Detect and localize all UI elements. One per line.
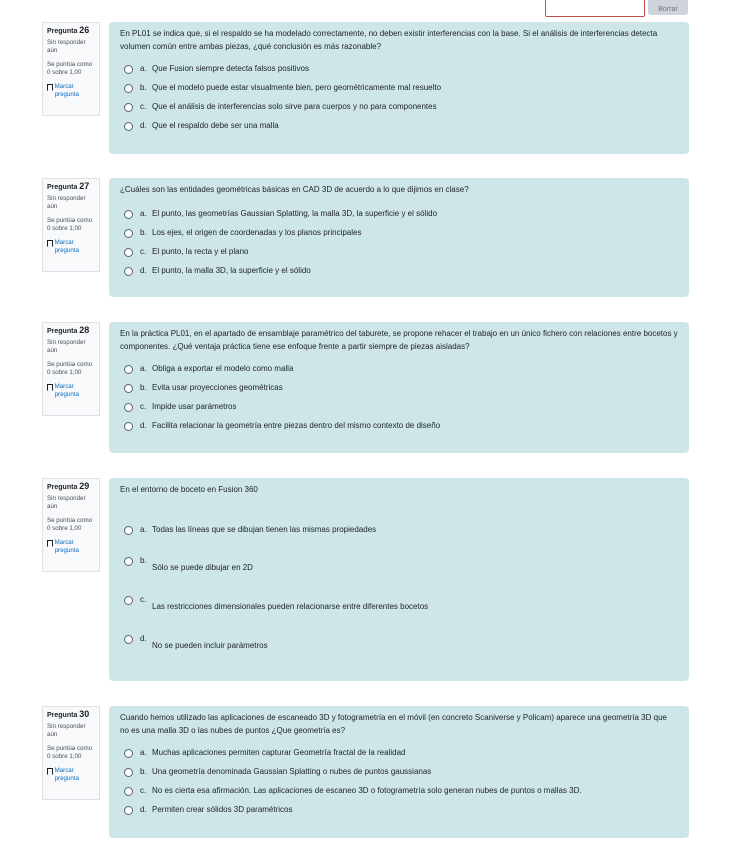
question-content [109,22,689,154]
option-letter: c. [140,247,147,256]
question-content [109,178,689,297]
question-content [109,322,689,453]
question-grade: Se puntúa como 0 sobre 1,00 [47,217,93,232]
question-number: Pregunta 29 [47,481,90,491]
answer-options [120,63,678,139]
question-state: Sin responder aún [47,39,86,54]
answer-option[interactable] [120,382,678,401]
question-content [109,478,689,681]
option-text: Que el análisis de interferencias solo sirve para cuerpos y no para componentes [152,102,437,111]
question-info [42,322,100,416]
option-text: No es cierta esa afirmación. Las aplicaciones de escaneo 3D o fotogrametría solo generan nubes de puntos o mallas 3D. [152,786,582,795]
question-grade: Se puntúa como 0 sobre 1,00 [47,745,93,760]
option-text: El punto, la malla 3D, la superficie y el sólido [152,266,311,275]
option-text: Que el respaldo debe ser una malla [152,121,279,130]
question-grade: Se puntúa como 0 sobre 1,00 [47,361,93,376]
option-text: El punto, las geometrías Gaussian Splatting, la malla 3D, la superficie y el sólido [152,209,438,218]
radio-button[interactable] [124,84,133,93]
option-text: Las restricciones dimensionales pueden relacionarse entre diferentes bocetos [152,602,429,611]
option-text: Los ejes, el origen de coordenadas y los planos principales [152,228,362,237]
question-number: Pregunta 27 [47,181,90,191]
top-bar [0,0,755,16]
option-letter: b. [140,228,147,237]
option-letter: d. [140,121,147,130]
flag-question-link[interactable] [47,767,95,783]
flag-icon [47,384,53,391]
option-letter: c. [140,786,147,795]
option-letter: c. [140,595,147,604]
flag-question-link[interactable] [47,239,95,255]
option-text: Una geometría denominada Gaussian Splatting o nubes de puntos gaussianas [152,767,432,776]
answer-option[interactable] [120,101,678,120]
flag-question-label: Marcar pregunta [54,767,79,782]
answer-option[interactable] [120,227,678,246]
question-content [109,706,689,838]
answer-option[interactable] [120,555,678,574]
radio-button[interactable] [124,65,133,74]
option-text: Que Fusion siempre detecta falsos positivos [152,64,309,73]
answer-option[interactable] [120,246,678,265]
clear-button[interactable]: Borrar [648,0,688,15]
radio-button[interactable] [124,403,133,412]
radio-button[interactable] [124,210,133,219]
option-text: Permiten crear sólidos 3D paramétricos [152,805,293,814]
option-text: Muchas aplicaciones permiten capturar Geometría fractal de la realidad [152,748,406,757]
option-letter: d. [140,421,147,430]
question-number: Pregunta 30 [47,709,90,719]
flag-question-link[interactable] [47,539,95,555]
option-letter: b. [140,83,147,92]
question-text: En PL01 se indica que, si el respaldo se ha modelado correctamente, no deben existir interferencias con la base. Si el análisis de interferencias detecta volumen común entre ambas piezas, ¿qué conclusión es más razonable? [120,29,658,51]
option-letter: d. [140,634,147,643]
option-letter: d. [140,805,147,814]
option-letter: a. [140,525,147,534]
option-text: Evita usar proyecciones geométricas [152,383,283,392]
radio-button[interactable] [124,596,133,605]
radio-button[interactable] [124,103,133,112]
option-text: El punto, la recta y el plano [152,247,249,256]
question-info [42,178,100,272]
radio-button[interactable] [124,557,133,566]
radio-button[interactable] [124,122,133,131]
answer-input[interactable] [545,0,645,17]
flag-question-label: Marcar pregunta [54,239,79,254]
flag-question-label: Marcar pregunta [54,383,79,398]
option-letter: d. [140,266,147,275]
option-letter: c. [140,102,147,111]
option-letter: a. [140,209,147,218]
flag-question-label: Marcar pregunta [54,83,79,98]
answer-option[interactable] [120,633,678,652]
question-text: ¿Cuáles son las entidades geométricas básicas en CAD 3D de acuerdo a lo que dijimos en clase? [120,185,469,194]
answer-options [120,524,678,652]
option-letter: c. [140,402,147,411]
answer-option[interactable] [120,594,678,613]
answer-option[interactable] [120,82,678,101]
answer-option[interactable] [120,63,678,82]
radio-button[interactable] [124,384,133,393]
answer-option[interactable] [120,401,678,420]
radio-button[interactable] [124,768,133,777]
flag-icon [47,540,53,547]
answer-option[interactable] [120,208,678,227]
question-text: En el entorno de boceto en Fusion 360 [120,485,258,494]
question-info [42,22,100,116]
question-state: Sin responder aún [47,723,86,738]
answer-option[interactable] [120,766,678,785]
question-text: En la práctica PL01, en el apartado de ensamblaje paramétrico del taburete, se propone rehacer el trabajo en un único fichero con relaciones entre bocetos y componentes. ¿Qué ventaja práctica tiene ese enfoque frente a partir siempre de piezas aisladas? [120,329,678,351]
option-text: Impide usar parámetros [152,402,237,411]
answer-options [120,747,678,823]
question-state: Sin responder aún [47,495,86,510]
answer-option[interactable] [120,120,678,139]
option-text: Obliga a exportar el modelo como malla [152,364,294,373]
flag-icon [47,240,53,247]
option-letter: a. [140,64,147,73]
answer-option[interactable] [120,524,678,543]
answer-option[interactable] [120,747,678,766]
answer-options [120,363,678,439]
option-letter: a. [140,748,147,757]
option-text: Facilita relacionar la geometría entre piezas dentro del mismo contexto de diseño [152,421,441,430]
radio-button[interactable] [124,248,133,257]
radio-button[interactable] [124,267,133,276]
flag-icon [47,768,53,775]
option-text: Que el modelo puede estar visualmente bien, pero geométricamente mal resuelto [152,83,442,92]
question-text: Cuando hemos utilizado las aplicaciones de escaneado 3D y fotogrametría en el móvil (en concreto Scaniverse y Policam) aparece una geometría 3D que no es una malla 3D o las nubes de puntos ¿Que geometría es? [120,713,667,735]
option-text: Sólo se puede dibujar en 2D [152,563,253,572]
answer-option[interactable] [120,420,678,439]
question-grade: Se puntúa como 0 sobre 1,00 [47,517,93,532]
option-letter: a. [140,364,147,373]
option-letter: b. [140,767,147,776]
radio-button[interactable] [124,749,133,758]
flag-icon [47,84,53,91]
question-info [42,706,100,800]
question-state: Sin responder aún [47,195,86,210]
option-text: Todas las líneas que se dibujan tienen las mismas propiedades [152,525,377,534]
answer-option[interactable] [120,804,678,823]
radio-button[interactable] [124,365,133,374]
question-info [42,478,100,572]
option-text: No se pueden incluir parámetros [152,641,268,650]
question-state: Sin responder aún [47,339,86,354]
answer-option[interactable] [120,265,678,284]
question-number: Pregunta 26 [47,25,90,35]
answer-option[interactable] [120,363,678,382]
radio-button[interactable] [124,526,133,535]
radio-button[interactable] [124,806,133,815]
radio-button[interactable] [124,635,133,644]
flag-question-link[interactable] [47,383,95,399]
question-grade: Se puntúa como 0 sobre 1,00 [47,61,93,76]
question-number: Pregunta 28 [47,325,90,335]
radio-button[interactable] [124,229,133,238]
option-letter: b. [140,383,147,392]
flag-question-link[interactable] [47,83,95,99]
option-letter: b. [140,556,147,565]
radio-button[interactable] [124,787,133,796]
radio-button[interactable] [124,422,133,431]
answer-option[interactable] [120,785,678,804]
answer-options [120,208,678,284]
flag-question-label: Marcar pregunta [54,539,79,554]
